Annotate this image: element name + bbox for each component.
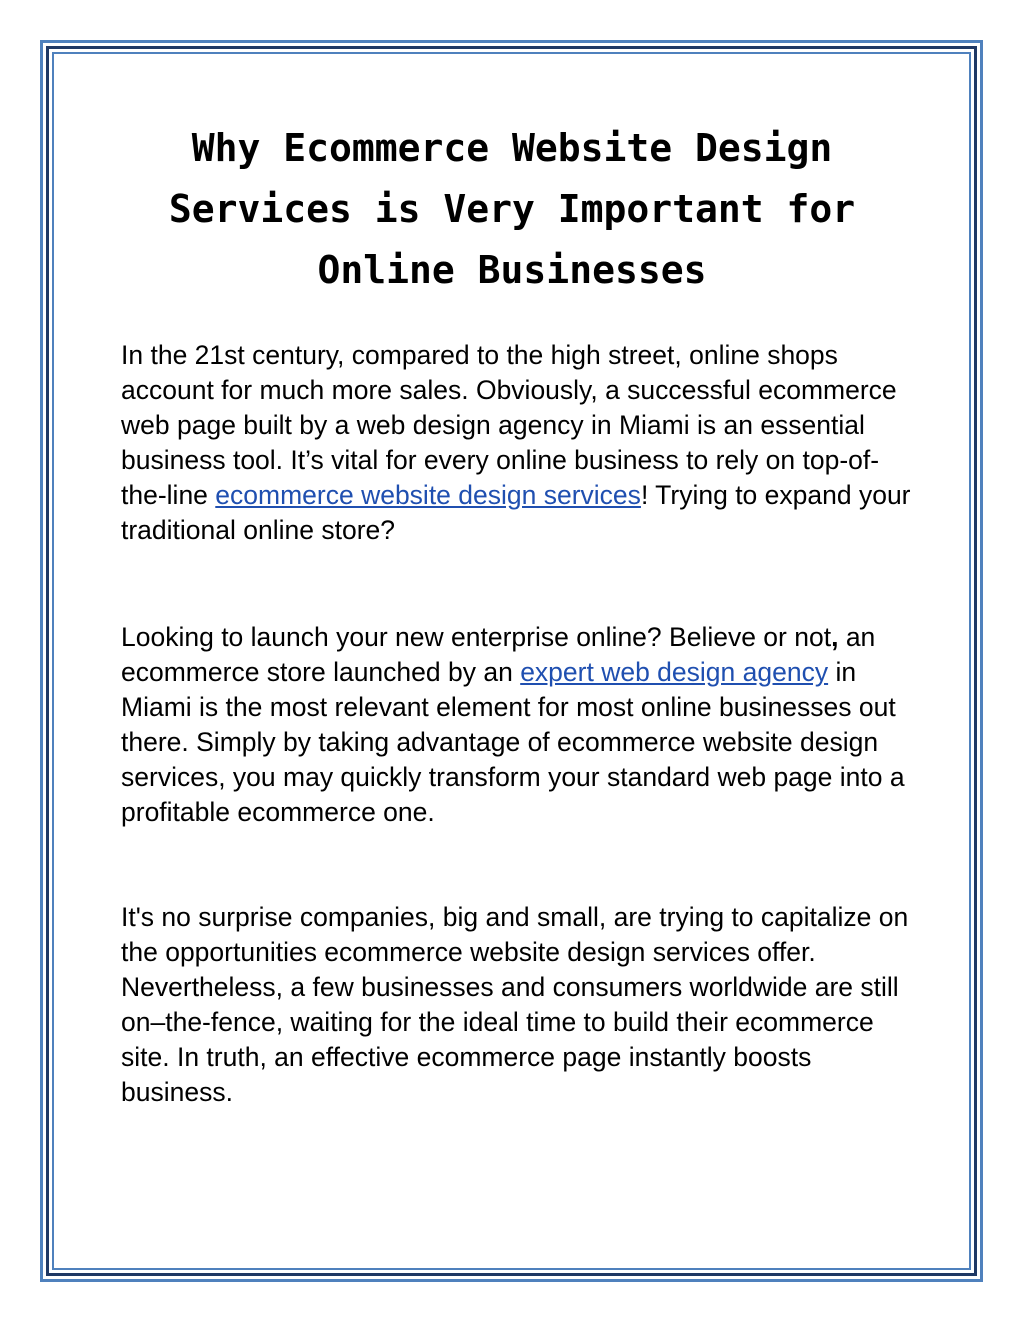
- ecommerce-website-design-services-link[interactable]: ecommerce website design services: [215, 480, 641, 510]
- paragraph-1: [121, 338, 911, 548]
- paragraph-1-text-before-link: In the 21st century, compared to the high street, online shops account for much more sales. Obviously, a successful ecommerce web page built by a web design agency in Miami is an essential business tool. It’s vital for every online business to rely on top-of-the-line: [121, 340, 897, 510]
- paragraph-3: [121, 900, 911, 1110]
- paragraph-2-text-before-link: an ecommerce store launched by an: [121, 622, 876, 687]
- paragraph-1-text-after-link: ! Trying to expand your traditional online store?: [121, 480, 911, 545]
- paragraph-2-bold-comma: ,: [831, 622, 839, 652]
- expert-web-design-agency-link[interactable]: expert web design agency: [520, 657, 829, 687]
- page-title: [100, 118, 924, 301]
- title-line-1: Why Ecommerce Website Design: [191, 126, 833, 170]
- title-line-3: Online Businesses: [317, 248, 707, 292]
- paragraph-2-text-before-comma: Looking to launch your new enterprise online? Believe or not: [121, 622, 832, 652]
- title-line-2: Services is Very Important for: [168, 187, 856, 231]
- paragraph-2: [121, 620, 911, 830]
- paragraph-3-text: It's no surprise companies, big and small, are trying to capitalize on the opportunities ecommerce website design services offer. Nevertheless, a few businesses and consumers worldwide are still on–the-fence, waiting for the ideal time to build their ecommerce site. In truth, an effective ecommerce page instantly boosts business.: [121, 902, 909, 1107]
- paragraph-2-text-after-link: in Miami is the most relevant element for most online businesses out there. Simply by taking advantage of ecommerce website design services, you may quickly transform your standard web page into a profitable ecommerce one.: [121, 657, 905, 827]
